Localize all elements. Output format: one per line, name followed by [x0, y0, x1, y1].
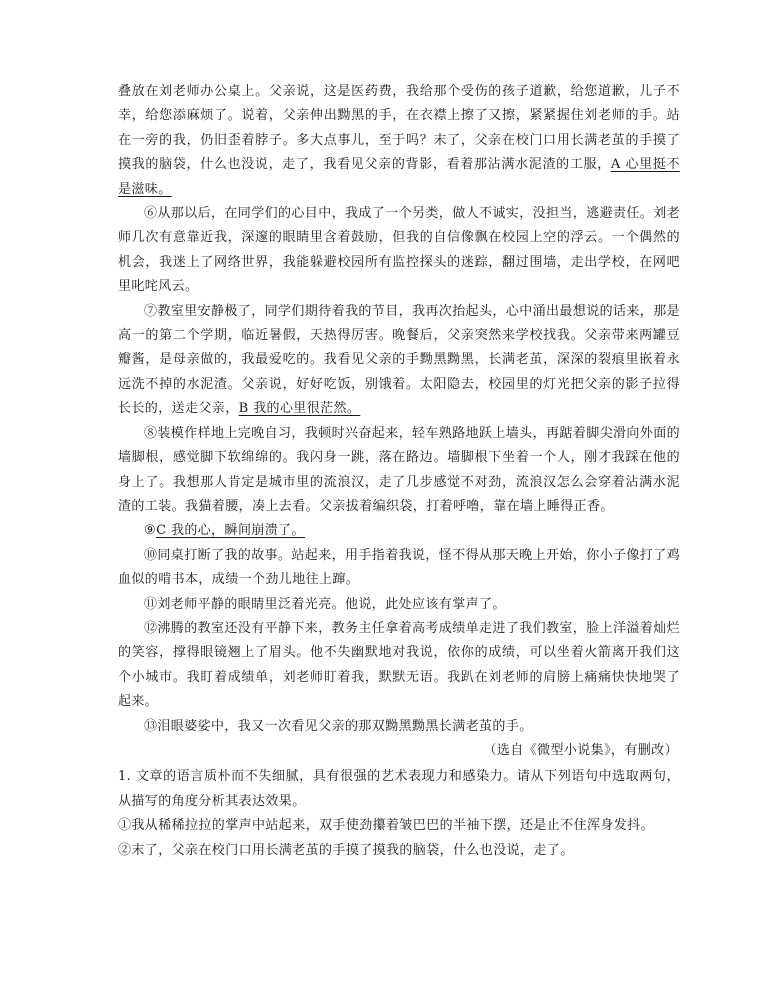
question-stem: 1. 文章的语言质朴而不失细腻，具有很强的艺术表现力和感染力。请从下列语句中选取两句，从描写的角度分析其表达效果。 — [118, 769, 680, 809]
paragraph-11: ⑪刘老师平静的眼睛里泛着光亮。他说，此处应该有掌声了。 — [144, 596, 506, 612]
paragraph-10: ⑩同桌打断了我的故事。站起来，用手指着我说，怪不得从那天晚上开始，你小子像打了鸡血似的啃书本，成绩一个劲儿地往上蹿。 — [118, 547, 681, 588]
paragraph-number: ⑨ — [144, 523, 157, 539]
document-page — [118, 80, 680, 863]
underlined-sentence-a: A 心里挺不是滋味。 — [118, 157, 680, 197]
question-option-2: ②末了，父亲在校门口用长满老茧的手摸了摸我的脑袋，什么也没说，走了。 — [118, 842, 574, 858]
paragraph-5-continued — [118, 80, 680, 202]
source-citation: （选自《微型小说集》，有删改） — [483, 742, 678, 758]
paragraph-9 — [118, 519, 680, 543]
paragraph-13: ⑬泪眼婆娑中，我又一次看见父亲的那双黝黑黝黑长满老茧的手。 — [144, 718, 533, 734]
question-option-1: ①我从稀稀拉拉的掌声中站起来，双手使劲攥着皱巴巴的半袖下摆，还是止不住浑身发抖。 — [118, 818, 655, 834]
paragraph-text: 叠放在刘老师办公桌上。父亲说，这是医药费，我给那个受伤的孩子道歉，给您道歉，儿子不幸，给您添麻烦了。说着，父亲伸出黝黑的手，在衣襟上擦了又擦，紧紧握住刘老师的手。站在一旁的我，仍旧歪着脖子。多大点事儿，至于吗？末了，父亲在校门口用长满老茧的手摸了摸我的脑袋，什么也没说，走了，我看见父亲的背影，看着那沾满水泥渣的工服， — [118, 84, 680, 173]
paragraph-7 — [118, 300, 680, 422]
underlined-sentence-c: C 我的心，瞬间崩溃了。 — [156, 523, 305, 539]
underlined-sentence-b: B 我的心里很茫然。 — [238, 401, 361, 417]
paragraph-text: ⑦教室里安静极了，同学们期待着我的节目，我再次抬起头，心中涌出最想说的话来，那是高一的第二个学期，临近暑假，天热得厉害。晚餐后，父亲突然来学校找我。父亲带来两罐豆瓣酱，是母亲做的，我最爱吃的。我看见父亲的手黝黑黝黑，长满老茧，深深的裂痕里嵌着永远洗不掉的水泥渣。父亲说，好好吃饭，别饿着。太阳隐去，校园里的灯光把父亲的影子拉得长长的，送走父亲， — [118, 303, 681, 417]
paragraph-8: ⑧装模作样地上完晚自习，我顿时兴奋起来，轻车熟路地跃上墙头，再踮着脚尖滑向外面的墙脚根，感觉脚下软绵绵的。我闪身一跳，落在路边。墙脚根下坐着一个人，刚才我踩在他的身上了。我想那人肯定是城市里的流浪汉，走了几步感觉不对劲，流浪汉怎么会穿着沾满水泥渣的工装。我猫着腰，凑上去看。父亲拔着编织袋，打着呼噜，靠在墙上睡得正香。 — [118, 425, 681, 514]
paragraph-6: ⑥从那以后，在同学们的心目中，我成了一个另类，做人不诚实，没担当，逃避责任。刘老师几次有意靠近我，深邃的眼睛里含着鼓励，但我的自信像飘在校园上空的浮云。一个偶然的机会，我迷上了网络世界，我能躲避校园所有监控探头的迷踪，翻过围墙，走出学校，在网吧里叱咤风云。 — [118, 206, 681, 295]
paragraph-12: ⑫沸腾的教室还没有平静下来，教务主任拿着高考成绩单走进了我们教室，脸上洋溢着灿烂的笑容，撑得眼镜翘上了眉头。他不失幽默地对我说，依你的成绩，可以坐着火箭离开我们这个小城市。我盯着成绩单，刘老师盯着我，默默无语。我趴在刘老师的肩膀上痛痛快快地哭了起来。 — [118, 620, 681, 710]
